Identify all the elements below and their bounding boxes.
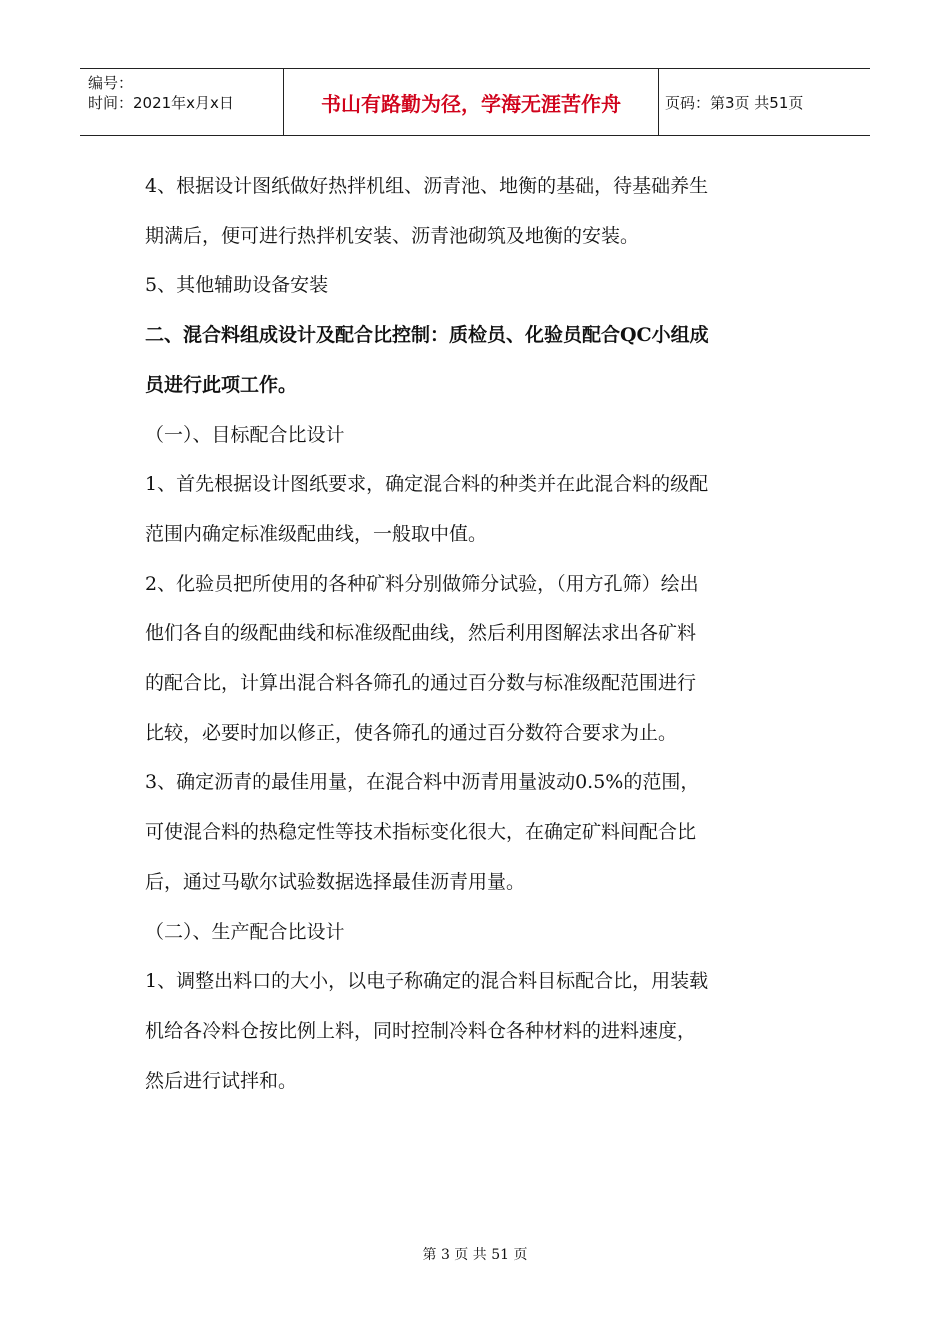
section-heading-line: 二、混合料组成设计及配合比控制：质检员、化验员配合QC小组成 (145, 324, 709, 347)
body-line: 的配合比，计算出混合料各筛孔的通过百分数与标准级配范围进行 (145, 672, 697, 695)
document-number-label: 编号： (88, 74, 134, 92)
subsection-heading: （一）、目标配合比设计 (145, 423, 345, 446)
body-line: 期满后，便可进行热拌机安装、沥青池砌筑及地衡的安装。 (145, 224, 640, 247)
body-line: 可使混合料的热稳定性等技术指标变化很大，在确定矿料间配合比 (145, 821, 697, 844)
body-line: 机给各冷料仓按比例上料，同时控制冷料仓各种材料的进料速度， (145, 1019, 697, 1042)
document-body (145, 162, 815, 1106)
body-line: 比较，必要时加以修正，使各筛孔的通过百分数符合要求为止。 (145, 721, 678, 744)
body-line: 然后进行试拌和。 (145, 1069, 298, 1092)
body-line: 2、化验员把所使用的各种矿料分别做筛分试验，（用方孔筛）绘出 (145, 572, 699, 595)
body-line: 3、确定沥青的最佳用量，在混合料中沥青用量波动0.5%的范围， (145, 771, 700, 794)
body-line: 1、首先根据设计图纸要求，确定混合料的种类并在此混合料的级配 (145, 473, 709, 496)
body-line: 5、其他辅助设备安装 (145, 274, 329, 297)
section-heading-line: 员进行此项工作。 (145, 373, 298, 396)
header-left-cell (80, 69, 283, 135)
body-line: 1、调整出料口的大小，以电子称确定的混合料目标配合比，用装载 (145, 970, 709, 993)
body-line: 4、根据设计图纸做好热拌机组、沥青池、地衡的基础，待基础养生 (145, 175, 709, 197)
body-line: 范围内确定标准级配曲线，一般取中值。 (145, 522, 488, 545)
subsection-heading: （二）、生产配合比设计 (145, 920, 345, 943)
page-footer: 第 3 页 共 51 页 (422, 1247, 528, 1263)
header-motto: 书山有路勤为径，学海无涯苦作舟 (283, 69, 659, 135)
document-time-label: 时间：2021年x月x日 (88, 94, 234, 112)
header-page-info: 页码：第3页 共51页 (665, 93, 804, 112)
body-line: 后，通过马歇尔试验数据选择最佳沥青用量。 (145, 870, 526, 893)
body-line: 他们各自的级配曲线和标准级配曲线，然后利用图解法求出各矿料 (145, 622, 697, 645)
page-header (80, 68, 870, 136)
